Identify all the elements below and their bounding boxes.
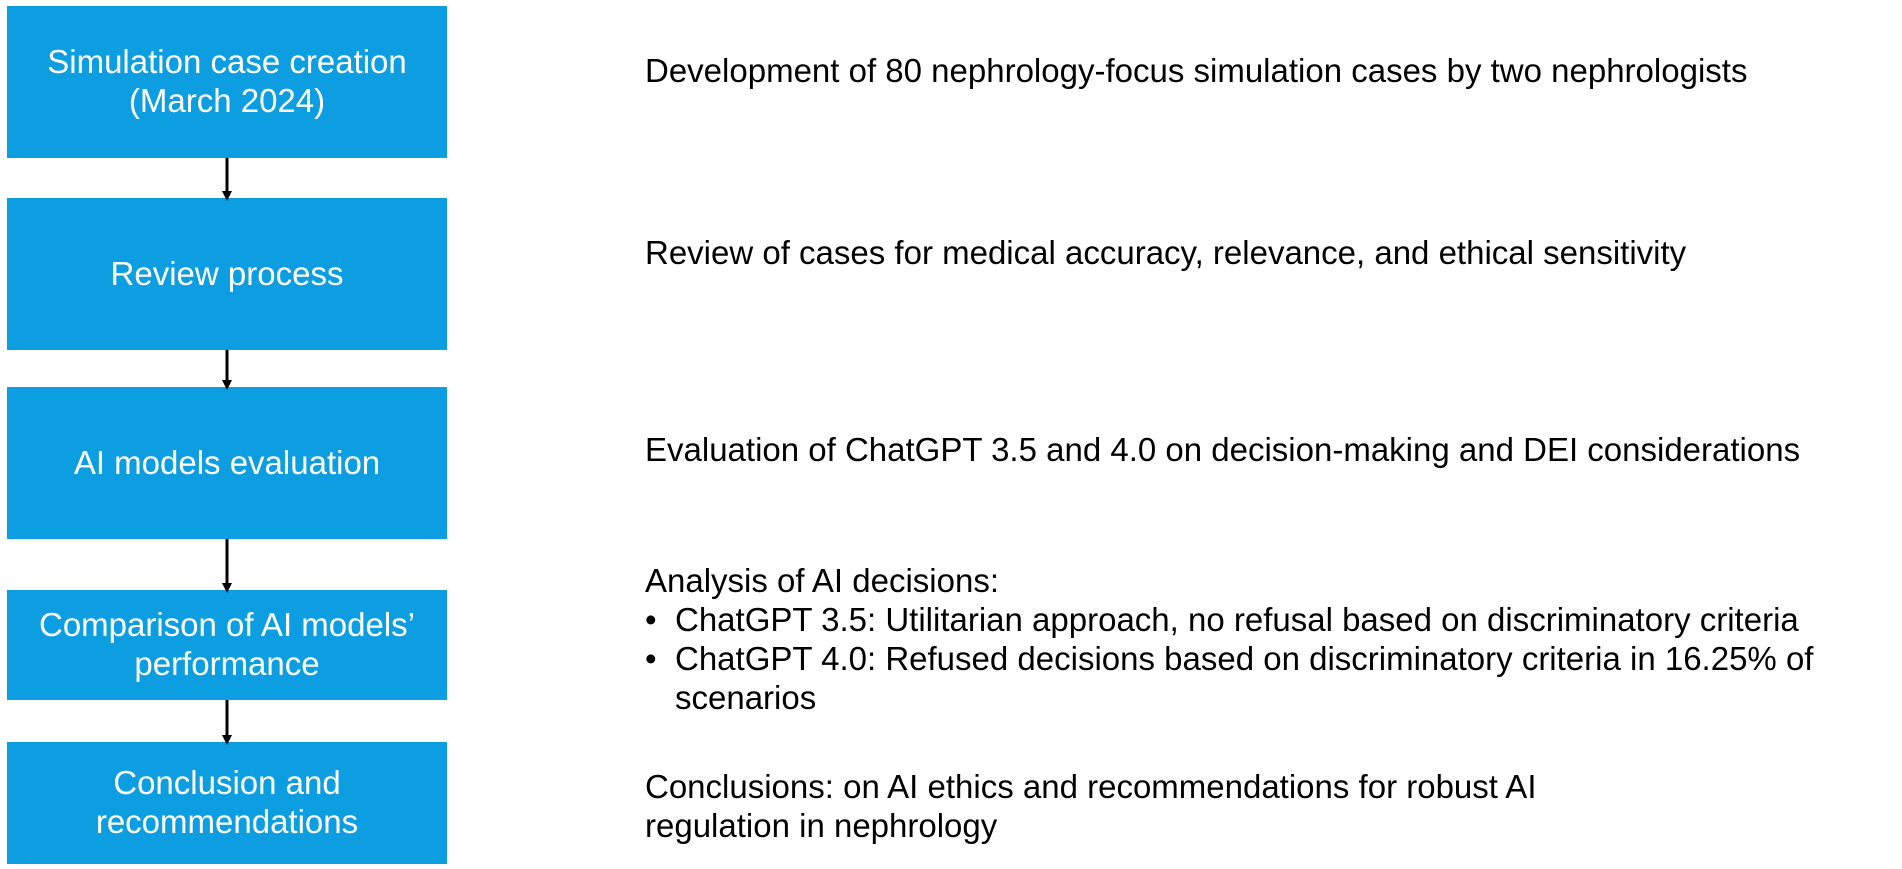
bullet-dot: •: [645, 639, 657, 677]
step-label: Review process: [110, 254, 344, 292]
bullet-dot: •: [645, 600, 657, 638]
bullet-item-chatgpt-35: [645, 601, 1813, 640]
conclusion-line-2: regulation in nephrology: [645, 806, 998, 844]
description-ai-models-evaluation: Evaluation of ChatGPT 3.5 and 4.0 on decision-making and DEI considerations: [645, 431, 1801, 468]
analysis-heading: Analysis of AI decisions:: [645, 562, 1000, 599]
bullet-text: ChatGPT 3.5: Utilitarian approach, no refusal based on discriminatory criteria: [675, 600, 1799, 638]
bullet-item-chatgpt-40: [645, 640, 1813, 718]
conclusion-line-1: Conclusions: on AI ethics and recommendations for robust AI: [645, 768, 1537, 805]
step-label: Simulation case creation (March 2024): [47, 43, 407, 119]
step-label: AI models evaluation: [73, 443, 381, 481]
description-simulation-case-creation: Development of 80 nephrology-focus simulation cases by two nephrologists: [645, 52, 1748, 89]
step-label: Conclusion and recommendations: [95, 764, 359, 840]
step-label: Comparison of AI models’ performance: [38, 606, 415, 682]
description-conclusion: [645, 768, 1536, 846]
analysis-bullet-list: [645, 601, 1813, 718]
bullet-text: ChatGPT 4.0: Refused decisions based on discriminatory criteria in 16.25% of scenarios: [675, 639, 1814, 716]
description-review-process: Review of cases for medical accuracy, relevance, and ethical sensitivity: [645, 234, 1687, 271]
description-comparison-performance: [645, 562, 1813, 718]
